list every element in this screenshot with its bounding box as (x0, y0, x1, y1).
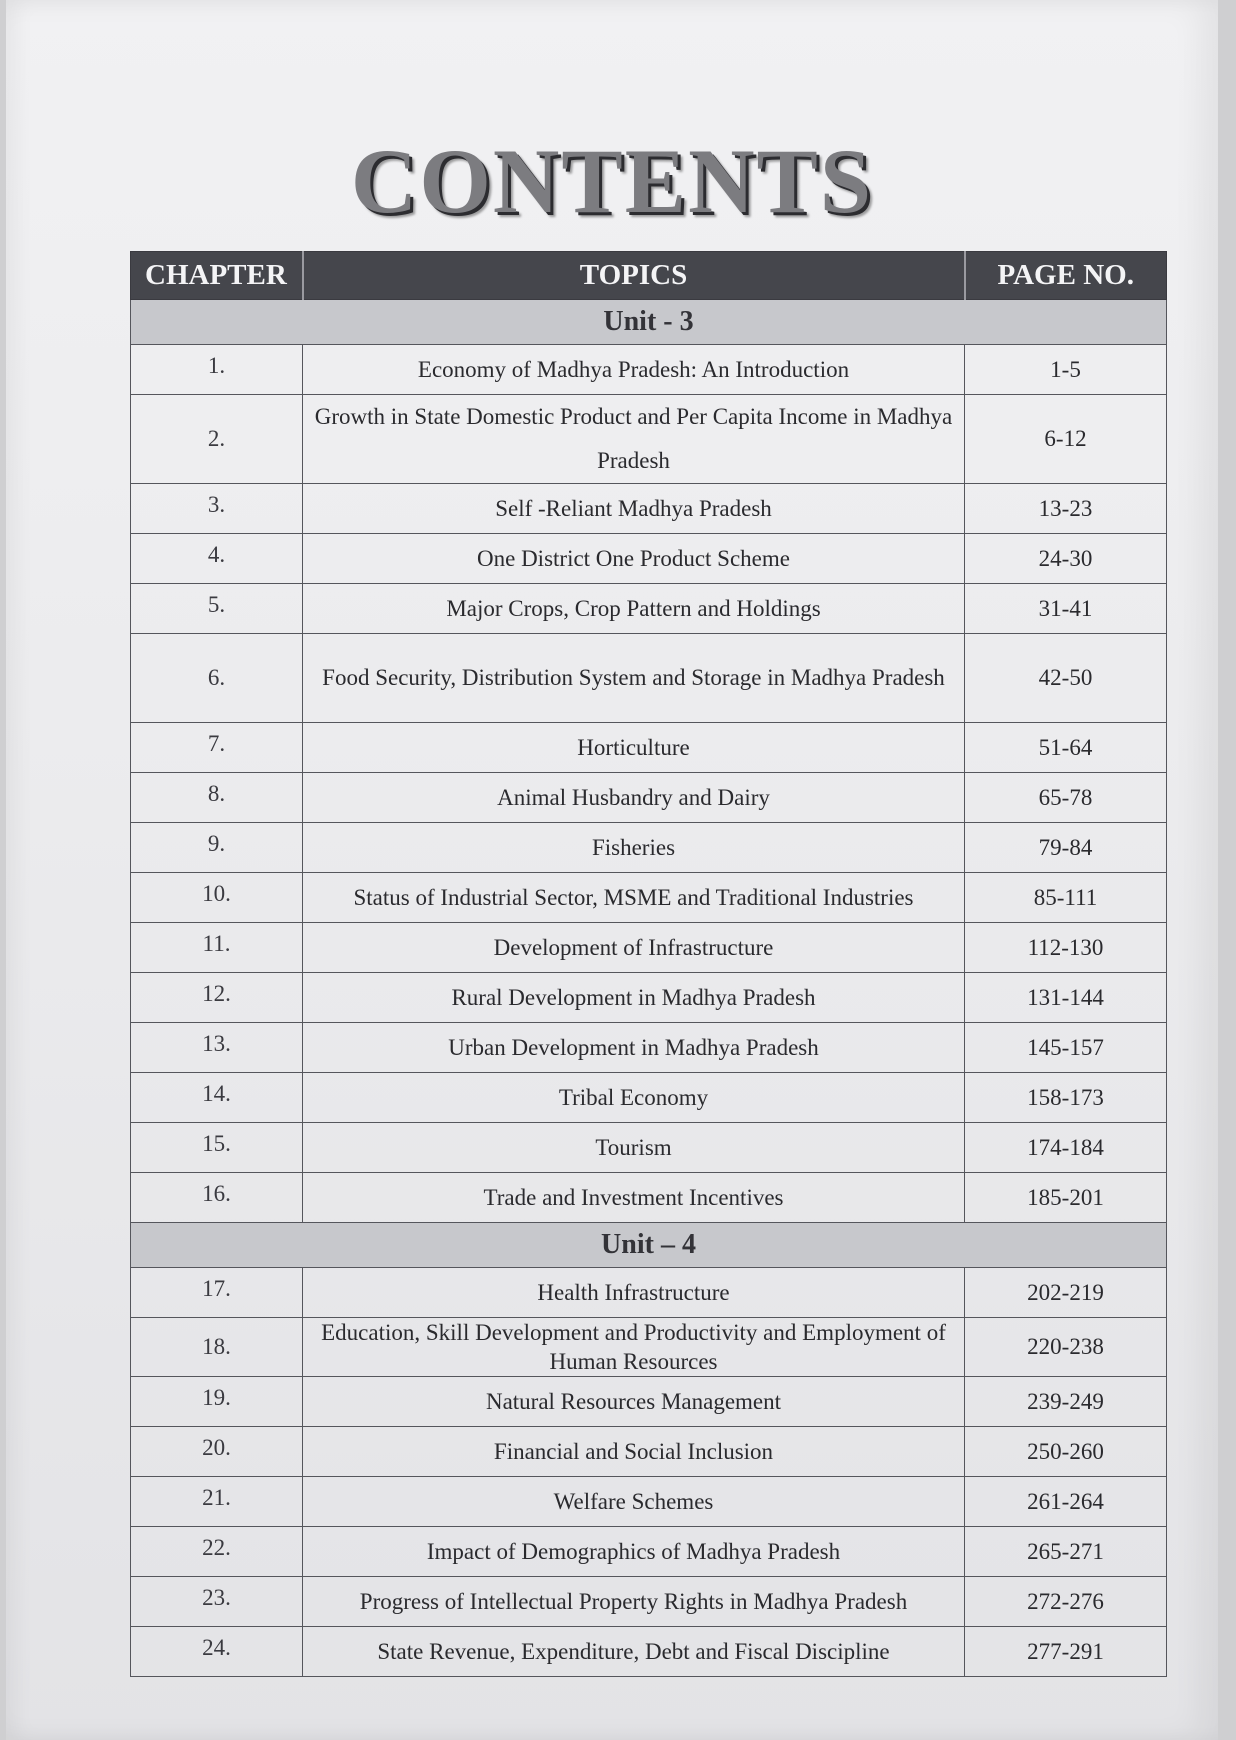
chapter-number: 11. (131, 923, 303, 973)
unit-heading-row (131, 1223, 1167, 1268)
chapter-topic: Economy of Madhya Pradesh: An Introduction (303, 345, 965, 395)
page-range: 31-41 (965, 584, 1167, 634)
page-range: 1-5 (965, 345, 1167, 395)
table-row (131, 1023, 1167, 1073)
chapter-topic: Growth in State Domestic Product and Per Capita Income in Madhya Pradesh (303, 395, 965, 484)
page-range: 202-219 (965, 1268, 1167, 1318)
chapter-number: 1. (131, 345, 303, 395)
page-range: 272-276 (965, 1577, 1167, 1627)
chapter-number: 18. (131, 1318, 303, 1377)
chapter-number: 4. (131, 534, 303, 584)
chapter-topic: Horticulture (303, 723, 965, 773)
header-page-no: PAGE NO. (965, 252, 1167, 300)
page-range: 250-260 (965, 1427, 1167, 1477)
chapter-number: 20. (131, 1427, 303, 1477)
table-header-row (131, 252, 1167, 300)
chapter-topic: Major Crops, Crop Pattern and Holdings (303, 584, 965, 634)
table-row (131, 634, 1167, 723)
page-range: 13-23 (965, 484, 1167, 534)
chapter-number: 19. (131, 1377, 303, 1427)
chapter-number: 10. (131, 873, 303, 923)
table-row (131, 395, 1167, 484)
chapter-number: 17. (131, 1268, 303, 1318)
page-range: 220-238 (965, 1318, 1167, 1377)
contents-table-wrapper (130, 251, 1166, 1677)
page-range: 261-264 (965, 1477, 1167, 1527)
page-range: 158-173 (965, 1073, 1167, 1123)
table-row (131, 773, 1167, 823)
table-row (131, 1477, 1167, 1527)
chapter-number: 16. (131, 1173, 303, 1223)
page-range: 145-157 (965, 1023, 1167, 1073)
page-range: 185-201 (965, 1173, 1167, 1223)
table-row (131, 1627, 1167, 1677)
table-row (131, 345, 1167, 395)
table-row (131, 584, 1167, 634)
chapter-number: 22. (131, 1527, 303, 1577)
table-row (131, 534, 1167, 584)
chapter-number: 15. (131, 1123, 303, 1173)
table-row (131, 1427, 1167, 1477)
table-row (131, 973, 1167, 1023)
chapter-number: 12. (131, 973, 303, 1023)
chapter-topic: Trade and Investment Incentives (303, 1173, 965, 1223)
chapter-topic: Tourism (303, 1123, 965, 1173)
chapter-topic: Natural Resources Management (303, 1377, 965, 1427)
chapter-topic: Welfare Schemes (303, 1477, 965, 1527)
chapter-topic: Food Security, Distribution System and Storage in Madhya Pradesh (303, 634, 965, 723)
chapter-topic: Progress of Intellectual Property Rights in Madhya Pradesh (303, 1577, 965, 1627)
header-chapter: CHAPTER (131, 252, 303, 300)
table-row (131, 1527, 1167, 1577)
chapter-topic: Tribal Economy (303, 1073, 965, 1123)
table-row (131, 1123, 1167, 1173)
chapter-number: 21. (131, 1477, 303, 1527)
page-range: 6-12 (965, 395, 1167, 484)
unit-heading: Unit - 3 (131, 300, 1167, 345)
unit-heading: Unit – 4 (131, 1223, 1167, 1268)
chapter-number: 5. (131, 584, 303, 634)
chapter-number: 24. (131, 1627, 303, 1677)
chapter-topic: Development of Infrastructure (303, 923, 965, 973)
chapter-number: 8. (131, 773, 303, 823)
table-row (131, 1318, 1167, 1377)
chapter-topic: Animal Husbandry and Dairy (303, 773, 965, 823)
table-row (131, 1268, 1167, 1318)
table-row (131, 1073, 1167, 1123)
table-row (131, 823, 1167, 873)
page-range: 131-144 (965, 973, 1167, 1023)
chapter-number: 7. (131, 723, 303, 773)
chapter-topic: Status of Industrial Sector, MSME and Traditional Industries (303, 873, 965, 923)
chapter-topic: Financial and Social Inclusion (303, 1427, 965, 1477)
chapter-number: 23. (131, 1577, 303, 1627)
chapter-topic: Fisheries (303, 823, 965, 873)
chapter-number: 14. (131, 1073, 303, 1123)
table-row (131, 723, 1167, 773)
chapter-number: 13. (131, 1023, 303, 1073)
page-range: 265-271 (965, 1527, 1167, 1577)
chapter-topic: Urban Development in Madhya Pradesh (303, 1023, 965, 1073)
page-range: 239-249 (965, 1377, 1167, 1427)
table-row (131, 1173, 1167, 1223)
chapter-number: 9. (131, 823, 303, 873)
header-topics: TOPICS (303, 252, 965, 300)
table-row (131, 923, 1167, 973)
chapter-topic: Education, Skill Development and Productivity and Employment of Human Resources (303, 1318, 965, 1377)
page-title: CONTENTS (350, 130, 874, 232)
chapter-topic: Self -Reliant Madhya Pradesh (303, 484, 965, 534)
chapter-number: 6. (131, 634, 303, 723)
contents-table-body (131, 300, 1167, 1677)
page-range: 174-184 (965, 1123, 1167, 1173)
page-range: 85-111 (965, 873, 1167, 923)
chapter-topic: One District One Product Scheme (303, 534, 965, 584)
document-page (6, 0, 1218, 1740)
table-row (131, 1377, 1167, 1427)
unit-heading-row (131, 300, 1167, 345)
page-range: 24-30 (965, 534, 1167, 584)
page-range: 65-78 (965, 773, 1167, 823)
chapter-number: 2. (131, 395, 303, 484)
chapter-topic: State Revenue, Expenditure, Debt and Fiscal Discipline (303, 1627, 965, 1677)
page-range: 112-130 (965, 923, 1167, 973)
table-row (131, 484, 1167, 534)
page-range: 79-84 (965, 823, 1167, 873)
chapter-topic: Impact of Demographics of Madhya Pradesh (303, 1527, 965, 1577)
chapter-topic: Health Infrastructure (303, 1268, 965, 1318)
page-range: 42-50 (965, 634, 1167, 723)
chapter-topic: Rural Development in Madhya Pradesh (303, 973, 965, 1023)
table-row (131, 1577, 1167, 1627)
contents-table (130, 251, 1167, 1677)
page-range: 277-291 (965, 1627, 1167, 1677)
table-row (131, 873, 1167, 923)
chapter-number: 3. (131, 484, 303, 534)
page-range: 51-64 (965, 723, 1167, 773)
